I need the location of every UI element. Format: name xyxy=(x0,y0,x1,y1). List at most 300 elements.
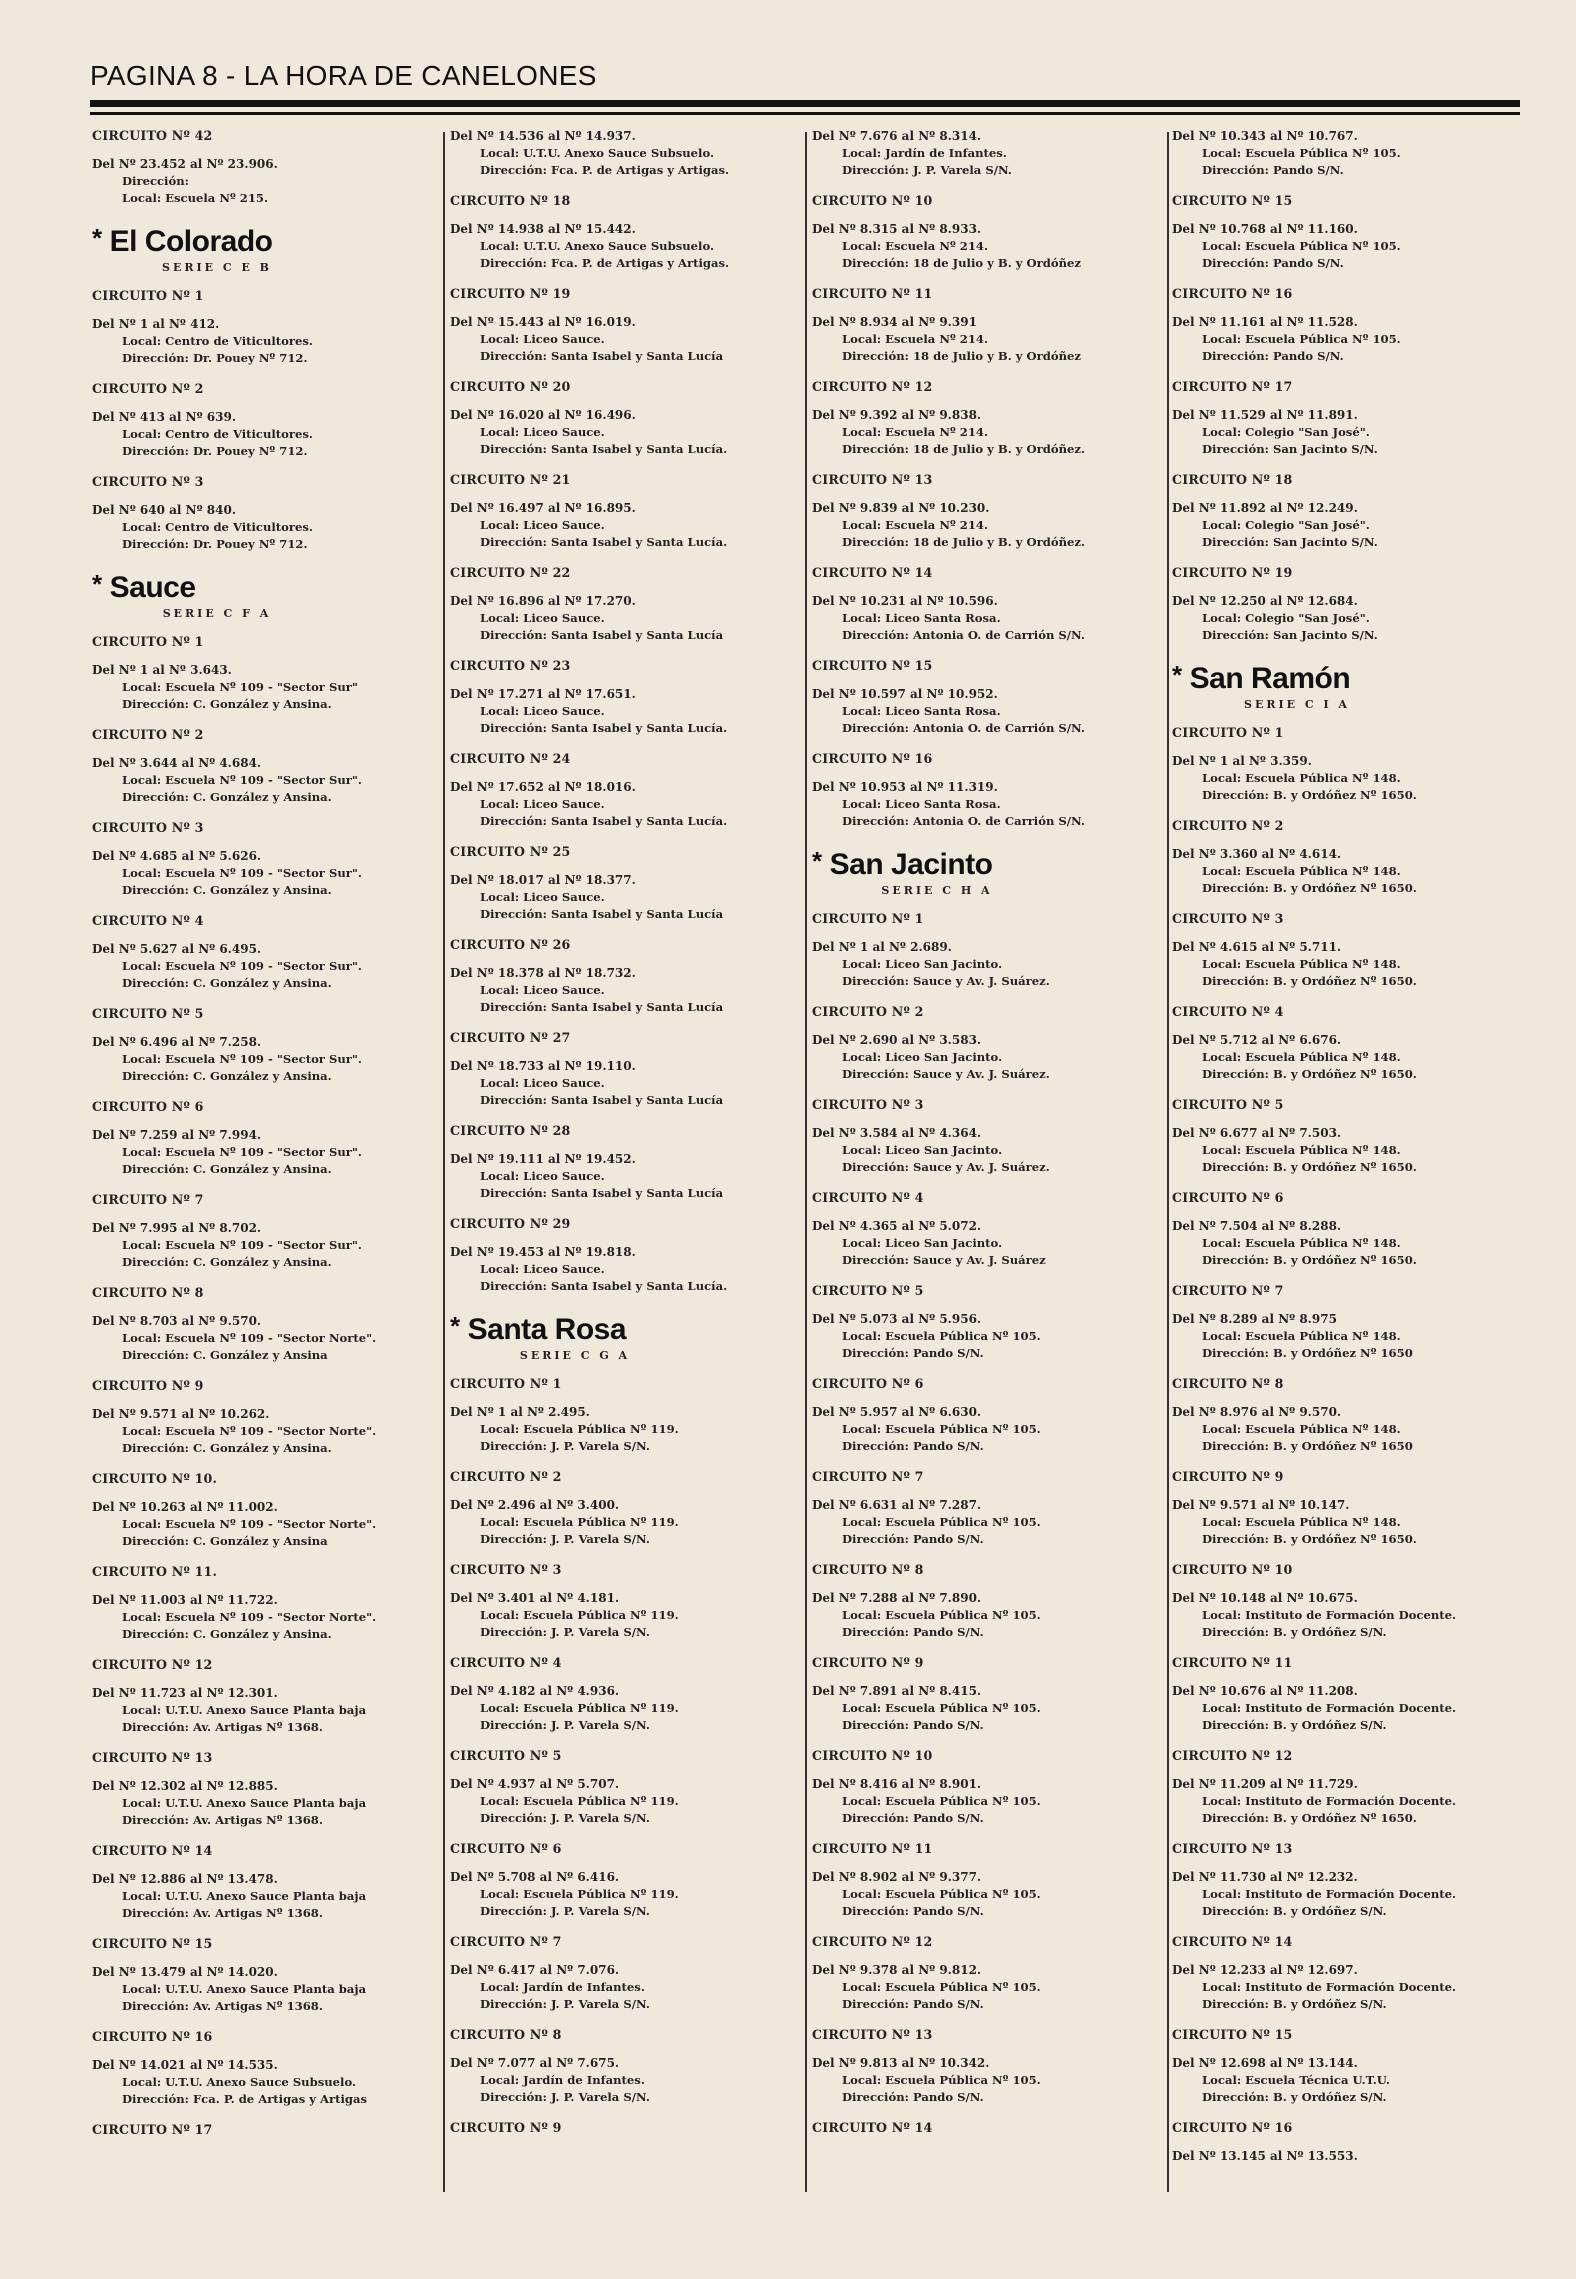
circuit-heading: CIRCUITO Nº 4 xyxy=(1172,1004,1284,1019)
circuit-range: Del Nº 4.365 al Nº 5.072. xyxy=(812,1219,982,1233)
serie-label: SERIE C H A xyxy=(881,884,993,897)
circuit-detail: Local: Escuela Nº 109 - "Sector Sur". xyxy=(122,1145,362,1159)
circuit-entry xyxy=(450,1404,780,1455)
circuit-heading: CIRCUITO Nº 25 xyxy=(450,844,571,859)
circuit-detail: Dirección: J. P. Varela S/N. xyxy=(480,1997,650,2011)
circuit-range: Del Nº 7.259 al Nº 7.994. xyxy=(92,1128,262,1142)
locality-heading xyxy=(92,567,422,605)
circuit-detail: Local: Liceo Sauce. xyxy=(480,797,605,811)
circuit-detail: Local: Jardín de Infantes. xyxy=(842,146,1007,160)
circuit-range: Del Nº 11.723 al Nº 12.301. xyxy=(92,1686,278,1700)
circuit-range: Del Nº 1 al Nº 2.689. xyxy=(812,940,952,954)
circuit-detail: Local: Escuela Pública Nº 148. xyxy=(1202,771,1401,785)
circuit-detail: Local: Escuela Pública Nº 148. xyxy=(1202,1422,1401,1436)
circuit-detail: Dirección: J. P. Varela S/N. xyxy=(480,1625,650,1639)
circuit-heading: CIRCUITO Nº 15 xyxy=(92,1936,213,1951)
circuit-detail: Local: Escuela Pública Nº 105. xyxy=(1202,146,1401,160)
circuit-range: Del Nº 11.730 al Nº 12.232. xyxy=(1172,1870,1358,1884)
circuit-detail: Dirección: C. González y Ansina. xyxy=(122,1627,332,1641)
circuit-heading: CIRCUITO Nº 11 xyxy=(812,286,933,301)
circuit-heading: CIRCUITO Nº 12 xyxy=(812,379,933,394)
header-rule xyxy=(90,100,1520,107)
circuit-heading: CIRCUITO Nº 13 xyxy=(1172,1841,1293,1856)
circuit-detail: Local: Liceo Santa Rosa. xyxy=(842,611,1001,625)
column-3 xyxy=(812,128,1142,2188)
asterisk-icon: * xyxy=(92,223,102,253)
circuit-heading: CIRCUITO Nº 11. xyxy=(92,1564,218,1579)
circuit-heading: CIRCUITO Nº 3 xyxy=(1172,911,1284,926)
circuit-detail: Local: Instituto de Formación Docente. xyxy=(1202,1608,1457,1622)
circuit-range: Del Nº 1 al Nº 412. xyxy=(92,317,220,331)
circuit-entry xyxy=(450,2055,780,2106)
circuit-range: Del Nº 10.953 al Nº 11.319. xyxy=(812,780,998,794)
circuit-heading: CIRCUITO Nº 5 xyxy=(92,1006,204,1021)
circuit-heading: CIRCUITO Nº 4 xyxy=(812,1190,924,1205)
circuit-detail: Dirección: Pando S/N. xyxy=(1202,349,1344,363)
circuit-entry xyxy=(92,1685,422,1736)
circuit-detail: Local: Escuela Pública Nº 105. xyxy=(842,1887,1041,1901)
circuit-detail: Dirección: 18 de Julio y B. y Ordóñez xyxy=(842,349,1081,363)
circuit-heading: CIRCUITO Nº 4 xyxy=(450,1655,562,1670)
circuit-detail: Dirección: Av. Artigas Nº 1368. xyxy=(122,1999,323,2013)
circuit-entry xyxy=(92,755,422,806)
circuit-detail: Dirección: Sauce y Av. J. Suárez. xyxy=(842,1067,1050,1081)
circuit-range: Del Nº 4.615 al Nº 5.711. xyxy=(1172,940,1342,954)
circuit-detail: Dirección: B. y Ordóñez S/N. xyxy=(1202,1625,1387,1639)
circuit-detail: Local: Escuela Pública Nº 119. xyxy=(480,1608,679,1622)
circuit-entry xyxy=(92,662,422,713)
circuit-range: Del Nº 3.584 al Nº 4.364. xyxy=(812,1126,982,1140)
circuit-range: Del Nº 18.378 al Nº 18.732. xyxy=(450,966,636,980)
circuit-detail: Dirección: C. González y Ansina. xyxy=(122,976,332,990)
circuit-range: Del Nº 413 al Nº 639. xyxy=(92,410,237,424)
circuit-range: Del Nº 12.233 al Nº 12.697. xyxy=(1172,1963,1358,1977)
circuit-detail: Local: Liceo Sauce. xyxy=(480,425,605,439)
circuit-detail: Local: Escuela Nº 214. xyxy=(842,425,989,439)
circuit-detail: Dirección: Antonia O. de Carrión S/N. xyxy=(842,814,1085,828)
circuit-range: Del Nº 8.289 al Nº 8.975 xyxy=(1172,1312,1337,1326)
circuit-entry xyxy=(1172,1869,1502,1920)
circuit-detail: Dirección: B. y Ordóñez Nº 1650. xyxy=(1202,1253,1417,1267)
circuit-detail: Dirección: xyxy=(122,174,189,188)
circuit-entry xyxy=(450,407,780,458)
circuit-detail: Dirección: Pando S/N. xyxy=(842,1997,984,2011)
circuit-heading: CIRCUITO Nº 9 xyxy=(812,1655,924,1670)
locality-name: San Jacinto xyxy=(829,848,993,881)
circuit-detail: Local: Escuela Pública Nº 119. xyxy=(480,1701,679,1715)
circuit-entry xyxy=(92,1778,422,1829)
asterisk-icon: * xyxy=(450,1311,460,1341)
circuit-entry xyxy=(812,1311,1142,1362)
circuit-entry xyxy=(450,872,780,923)
circuit-detail: Local: Escuela Pública Nº 105. xyxy=(1202,239,1401,253)
circuit-entry xyxy=(812,1218,1142,1269)
circuit-range: Del Nº 6.417 al Nº 7.076. xyxy=(450,1963,620,1977)
circuit-detail: Dirección: J. P. Varela S/N. xyxy=(480,1811,650,1825)
circuit-entry xyxy=(450,686,780,737)
circuit-heading: CIRCUITO Nº 1 xyxy=(812,911,924,926)
circuit-detail: Dirección: J. P. Varela S/N. xyxy=(480,1904,650,1918)
circuit-heading: CIRCUITO Nº 14 xyxy=(812,2120,933,2135)
circuit-detail: Dirección: Pando S/N. xyxy=(842,1346,984,1360)
circuit-entry xyxy=(812,686,1142,737)
circuit-detail: Dirección: C. González y Ansina. xyxy=(122,1162,332,1176)
circuit-detail: Local: Escuela Pública Nº 119. xyxy=(480,1515,679,1529)
circuit-detail: Local: Jardín de Infantes. xyxy=(480,1980,645,1994)
circuit-range: Del Nº 17.271 al Nº 17.651. xyxy=(450,687,636,701)
circuit-range: Del Nº 12.250 al Nº 12.684. xyxy=(1172,594,1358,608)
circuit-entry xyxy=(1172,1776,1502,1827)
circuit-range: Del Nº 18.733 al Nº 19.110. xyxy=(450,1059,636,1073)
circuit-range: Del Nº 5.708 al Nº 6.416. xyxy=(450,1870,620,1884)
circuit-detail: Local: Escuela Pública Nº 105. xyxy=(842,1515,1041,1529)
circuit-heading: CIRCUITO Nº 16 xyxy=(812,751,933,766)
circuit-detail: Local: Instituto de Formación Docente. xyxy=(1202,1701,1457,1715)
circuit-range: Del Nº 9.571 al Nº 10.262. xyxy=(92,1407,270,1421)
circuit-detail: Local: Escuela Pública Nº 105. xyxy=(842,1608,1041,1622)
circuit-detail: Local: Escuela Nº 109 - "Sector Norte". xyxy=(122,1331,377,1345)
circuit-entry xyxy=(1172,128,1502,179)
serie-label: SERIE C F A xyxy=(162,607,272,620)
circuit-detail: Dirección: Santa Isabel y Santa Lucía. xyxy=(480,442,728,456)
circuit-detail: Local: Escuela Nº 109 - "Sector Norte". xyxy=(122,1610,377,1624)
circuit-detail: Dirección: B. y Ordóñez Nº 1650. xyxy=(1202,881,1417,895)
circuit-entry xyxy=(1172,1590,1502,1641)
circuit-range: Del Nº 3.644 al Nº 4.684. xyxy=(92,756,262,770)
circuit-detail: Local: Escuela Pública Nº 148. xyxy=(1202,1143,1401,1157)
circuit-detail: Local: U.T.U. Anexo Sauce Planta baja xyxy=(122,1796,367,1810)
circuit-detail: Dirección: Dr. Pouey Nº 712. xyxy=(122,537,308,551)
circuit-heading: CIRCUITO Nº 42 xyxy=(92,128,213,143)
circuit-heading: CIRCUITO Nº 19 xyxy=(1172,565,1293,580)
circuit-range: Del Nº 8.315 al Nº 8.933. xyxy=(812,222,982,236)
circuit-heading: CIRCUITO Nº 10 xyxy=(1172,1562,1293,1577)
circuit-heading: CIRCUITO Nº 15 xyxy=(1172,2027,1293,2042)
circuit-detail: Local: Liceo Sauce. xyxy=(480,890,605,904)
circuit-detail: Dirección: Fca. P. de Artigas y Artigas. xyxy=(480,163,730,177)
column-1 xyxy=(92,128,422,2188)
circuit-detail: Dirección: C. González y Ansina xyxy=(122,1534,328,1548)
circuit-range: Del Nº 16.020 al Nº 16.496. xyxy=(450,408,636,422)
circuit-entry xyxy=(1172,846,1502,897)
circuit-range: Del Nº 4.685 al Nº 5.626. xyxy=(92,849,262,863)
circuit-heading: CIRCUITO Nº 8 xyxy=(1172,1376,1284,1391)
circuit-entry xyxy=(92,156,422,207)
circuit-entry xyxy=(1172,500,1502,551)
circuit-heading: CIRCUITO Nº 2 xyxy=(812,1004,924,1019)
circuit-detail: Local: Jardín de Infantes. xyxy=(480,2073,645,2087)
circuit-entry xyxy=(1172,1404,1502,1455)
circuit-detail: Dirección: Pando S/N. xyxy=(1202,163,1344,177)
circuit-range: Del Nº 2.496 al Nº 3.400. xyxy=(450,1498,620,1512)
circuit-entry xyxy=(812,500,1142,551)
page-title: PAGINA 8 - LA HORA DE CANELONES xyxy=(90,60,597,91)
circuit-heading: CIRCUITO Nº 3 xyxy=(450,1562,562,1577)
circuit-detail: Dirección: Santa Isabel y Santa Lucía xyxy=(480,1186,724,1200)
circuit-entry xyxy=(812,1404,1142,1455)
circuit-range: Del Nº 1 al Nº 2.495. xyxy=(450,1405,590,1419)
locality-heading xyxy=(1172,658,1502,696)
circuit-detail: Local: Centro de Viticultores. xyxy=(122,334,313,348)
circuit-detail: Dirección: Av. Artigas Nº 1368. xyxy=(122,1813,323,1827)
column-2 xyxy=(450,128,780,2188)
circuit-range: Del Nº 1 al Nº 3.643. xyxy=(92,663,232,677)
circuit-detail: Local: Escuela Pública Nº 119. xyxy=(480,1794,679,1808)
circuit-entry xyxy=(1172,753,1502,804)
circuit-detail: Dirección: Santa Isabel y Santa Lucía xyxy=(480,349,724,363)
circuit-detail: Dirección: Santa Isabel y Santa Lucía. xyxy=(480,721,728,735)
circuit-entry xyxy=(450,779,780,830)
circuit-detail: Dirección: J. P. Varela S/N. xyxy=(480,1439,650,1453)
circuit-range: Del Nº 7.891 al Nº 8.415. xyxy=(812,1684,982,1698)
circuit-detail: Local: Centro de Viticultores. xyxy=(122,520,313,534)
circuit-detail: Local: Escuela Pública Nº 148. xyxy=(1202,1050,1401,1064)
circuit-detail: Local: Escuela Nº 109 - "Sector Sur". xyxy=(122,773,362,787)
circuit-entry xyxy=(812,1032,1142,1083)
circuit-detail: Local: Centro de Viticultores. xyxy=(122,427,313,441)
circuit-entry xyxy=(450,1776,780,1827)
circuit-range: Del Nº 14.021 al Nº 14.535. xyxy=(92,2058,278,2072)
circuit-heading: CIRCUITO Nº 6 xyxy=(450,1841,562,1856)
circuit-range: Del Nº 9.571 al Nº 10.147. xyxy=(1172,1498,1350,1512)
circuit-detail: Dirección: J. P. Varela S/N. xyxy=(842,163,1012,177)
circuit-range: Del Nº 5.627 al Nº 6.495. xyxy=(92,942,262,956)
circuit-detail: Dirección: Sauce y Av. J. Suárez xyxy=(842,1253,1046,1267)
circuit-detail: Local: U.T.U. Anexo Sauce Planta baja xyxy=(122,1889,367,1903)
circuit-range: Del Nº 11.892 al Nº 12.249. xyxy=(1172,501,1358,515)
circuit-entry xyxy=(812,1962,1142,2013)
locality-name: Santa Rosa xyxy=(467,1313,627,1346)
circuit-heading: CIRCUITO Nº 10 xyxy=(812,1748,933,1763)
circuit-range: Del Nº 16.497 al Nº 16.895. xyxy=(450,501,636,515)
serie-label: SERIE C E B xyxy=(162,261,272,274)
circuit-detail: Dirección: Dr. Pouey Nº 712. xyxy=(122,351,308,365)
circuit-range: Del Nº 19.453 al Nº 19.818. xyxy=(450,1245,636,1259)
circuit-heading: CIRCUITO Nº 6 xyxy=(1172,1190,1284,1205)
circuit-range: Del Nº 7.676 al Nº 8.314. xyxy=(812,129,982,143)
circuit-detail: Dirección: J. P. Varela S/N. xyxy=(480,1532,650,1546)
column-divider xyxy=(443,132,445,2192)
circuit-range: Del Nº 13.145 al Nº 13.553. xyxy=(1172,2149,1358,2163)
circuit-heading: CIRCUITO Nº 1 xyxy=(1172,725,1284,740)
circuit-detail: Dirección: San Jacinto S/N. xyxy=(1202,628,1378,642)
circuit-range: Del Nº 8.703 al Nº 9.570. xyxy=(92,1314,262,1328)
circuit-entry xyxy=(1172,1962,1502,2013)
locality-name: Sauce xyxy=(109,571,196,604)
circuit-detail: Local: Escuela Nº 109 - "Sector Sur". xyxy=(122,959,362,973)
circuit-detail: Local: Liceo Sauce. xyxy=(480,983,605,997)
circuit-entry xyxy=(450,1151,780,1202)
circuit-heading: CIRCUITO Nº 19 xyxy=(450,286,571,301)
circuit-range: Del Nº 12.698 al Nº 13.144. xyxy=(1172,2056,1358,2070)
circuit-heading: CIRCUITO Nº 7 xyxy=(1172,1283,1284,1298)
circuit-entry xyxy=(92,941,422,992)
circuit-range: Del Nº 8.934 al Nº 9.391 xyxy=(812,315,977,329)
circuit-range: Del Nº 8.976 al Nº 9.570. xyxy=(1172,1405,1342,1419)
circuit-detail: Dirección: Pando S/N. xyxy=(842,1811,984,1825)
circuit-detail: Dirección: Santa Isabel y Santa Lucía. xyxy=(480,535,728,549)
circuit-range: Del Nº 640 al Nº 840. xyxy=(92,503,237,517)
header-rule-thin xyxy=(90,112,1520,115)
circuit-heading: CIRCUITO Nº 8 xyxy=(450,2027,562,2042)
circuit-detail: Local: Escuela Nº 214. xyxy=(842,239,989,253)
circuit-detail: Dirección: J. P. Varela S/N. xyxy=(480,1718,650,1732)
circuit-detail: Local: Escuela Nº 109 - "Sector Sur" xyxy=(122,680,358,694)
column-4 xyxy=(1172,128,1502,2188)
circuit-detail: Dirección: C. González y Ansina. xyxy=(122,790,332,804)
circuit-heading: CIRCUITO Nº 7 xyxy=(92,1192,204,1207)
circuit-range: Del Nº 5.957 al Nº 6.630. xyxy=(812,1405,982,1419)
circuit-heading: CIRCUITO Nº 12 xyxy=(92,1657,213,1672)
circuit-detail: Local: Liceo Sauce. xyxy=(480,332,605,346)
circuit-detail: Local: Escuela Nº 109 - "Sector Sur". xyxy=(122,1238,362,1252)
circuit-heading: CIRCUITO Nº 21 xyxy=(450,472,571,487)
circuit-entry xyxy=(92,2057,422,2108)
circuit-entry xyxy=(812,1590,1142,1641)
circuit-detail: Local: Escuela Pública Nº 105. xyxy=(842,1794,1041,1808)
circuit-range: Del Nº 14.536 al Nº 14.937. xyxy=(450,129,636,143)
circuit-range: Del Nº 3.360 al Nº 4.614. xyxy=(1172,847,1342,861)
circuit-detail: Local: Escuela Técnica U.T.U. xyxy=(1202,2073,1390,2087)
circuit-heading: CIRCUITO Nº 29 xyxy=(450,1216,571,1231)
circuit-detail: Local: Colegio "San José". xyxy=(1202,425,1370,439)
circuit-heading: CIRCUITO Nº 2 xyxy=(1172,818,1284,833)
circuit-entry xyxy=(812,221,1142,272)
circuit-entry xyxy=(812,2055,1142,2106)
circuit-heading: CIRCUITO Nº 1 xyxy=(92,288,204,303)
circuit-heading: CIRCUITO Nº 22 xyxy=(450,565,571,580)
circuit-detail: Local: Escuela Pública Nº 148. xyxy=(1202,1236,1401,1250)
circuit-range: Del Nº 16.896 al Nº 17.270. xyxy=(450,594,636,608)
asterisk-icon: * xyxy=(92,569,102,599)
locality-heading xyxy=(92,221,422,259)
circuit-entry xyxy=(92,1871,422,1922)
locality-name: El Colorado xyxy=(109,225,273,258)
circuit-detail: Local: Escuela Pública Nº 105. xyxy=(842,1329,1041,1343)
circuit-range: Del Nº 7.077 al Nº 7.675. xyxy=(450,2056,620,2070)
circuit-detail: Dirección: B. y Ordóñez S/N. xyxy=(1202,1904,1387,1918)
circuit-heading: CIRCUITO Nº 27 xyxy=(450,1030,571,1045)
circuit-entry xyxy=(92,1499,422,1550)
circuit-entry xyxy=(1172,407,1502,458)
circuit-entry xyxy=(450,1058,780,1109)
circuit-range: Del Nº 6.496 al Nº 7.258. xyxy=(92,1035,262,1049)
circuit-detail: Dirección: B. y Ordóñez S/N. xyxy=(1202,1718,1387,1732)
circuit-detail: Dirección: C. González y Ansina. xyxy=(122,1255,332,1269)
circuit-entry xyxy=(450,1590,780,1641)
circuit-heading: CIRCUITO Nº 14 xyxy=(812,565,933,580)
circuit-detail: Local: Escuela Pública Nº 148. xyxy=(1202,957,1401,971)
circuit-entry xyxy=(450,1683,780,1734)
circuit-heading: CIRCUITO Nº 1 xyxy=(92,634,204,649)
circuit-range: Del Nº 9.392 al Nº 9.838. xyxy=(812,408,982,422)
circuit-detail: Local: Escuela Pública Nº 119. xyxy=(480,1887,679,1901)
circuit-range: Del Nº 2.690 al Nº 3.583. xyxy=(812,1033,982,1047)
circuit-entry xyxy=(812,939,1142,990)
circuit-detail: Local: U.T.U. Anexo Sauce Subsuelo. xyxy=(122,2075,357,2089)
serie-label: SERIE C G A xyxy=(519,1349,631,1362)
circuit-detail: Local: Escuela Pública Nº 148. xyxy=(1202,1329,1401,1343)
circuit-heading: CIRCUITO Nº 11 xyxy=(1172,1655,1293,1670)
circuit-range: Del Nº 19.111 al Nº 19.452. xyxy=(450,1152,636,1166)
circuit-heading: CIRCUITO Nº 16 xyxy=(92,2029,213,2044)
circuit-detail: Local: Escuela Pública Nº 148. xyxy=(1202,864,1401,878)
circuit-range: Del Nº 9.839 al Nº 10.230. xyxy=(812,501,990,515)
circuit-detail: Local: Escuela Pública Nº 105. xyxy=(842,1701,1041,1715)
circuit-detail: Local: Liceo Sauce. xyxy=(480,1262,605,1276)
circuit-entry xyxy=(812,1125,1142,1176)
circuit-entry xyxy=(1172,1497,1502,1548)
circuit-detail: Local: Instituto de Formación Docente. xyxy=(1202,1887,1457,1901)
circuit-detail: Dirección: Pando S/N. xyxy=(842,1904,984,1918)
locality-name: San Ramón xyxy=(1189,662,1351,695)
circuit-heading: CIRCUITO Nº 9 xyxy=(1172,1469,1284,1484)
circuit-detail: Dirección: Fca. P. de Artigas y Artigas. xyxy=(480,256,730,270)
page-header xyxy=(90,60,1520,120)
circuit-detail: Dirección: Av. Artigas Nº 1368. xyxy=(122,1906,323,1920)
circuit-detail: Dirección: C. González y Ansina. xyxy=(122,1069,332,1083)
circuit-detail: Local: Escuela Pública Nº 119. xyxy=(480,1422,679,1436)
circuit-heading: CIRCUITO Nº 6 xyxy=(92,1099,204,1114)
circuit-entry xyxy=(812,128,1142,179)
circuit-heading: CIRCUITO Nº 23 xyxy=(450,658,571,673)
circuit-range: Del Nº 7.995 al Nº 8.702. xyxy=(92,1221,262,1235)
circuit-heading: CIRCUITO Nº 7 xyxy=(812,1469,924,1484)
circuit-detail: Dirección: B. y Ordóñez Nº 1650. xyxy=(1202,788,1417,802)
column-divider xyxy=(1167,132,1169,2192)
circuit-heading: CIRCUITO Nº 9 xyxy=(92,1378,204,1393)
circuit-detail: Dirección: B. y Ordóñez Nº 1650 xyxy=(1202,1439,1413,1453)
circuit-entry xyxy=(812,1683,1142,1734)
circuit-entry xyxy=(92,316,422,367)
circuit-detail: Dirección: C. González y Ansina. xyxy=(122,883,332,897)
circuit-heading: CIRCUITO Nº 14 xyxy=(1172,1934,1293,1949)
circuit-heading: CIRCUITO Nº 5 xyxy=(812,1283,924,1298)
circuit-range: Del Nº 10.231 al Nº 10.596. xyxy=(812,594,998,608)
circuit-heading: CIRCUITO Nº 28 xyxy=(450,1123,571,1138)
circuit-heading: CIRCUITO Nº 13 xyxy=(812,472,933,487)
circuit-entry xyxy=(1172,2055,1502,2106)
circuit-entry xyxy=(450,500,780,551)
circuit-heading: CIRCUITO Nº 9 xyxy=(450,2120,562,2135)
circuit-detail: Local: U.T.U. Anexo Sauce Subsuelo. xyxy=(480,146,715,160)
circuit-range: Del Nº 4.937 al Nº 5.707. xyxy=(450,1777,620,1791)
circuit-heading: CIRCUITO Nº 2 xyxy=(450,1469,562,1484)
circuit-entry xyxy=(92,1592,422,1643)
circuit-detail: Dirección: Santa Isabel y Santa Lucía xyxy=(480,907,724,921)
circuit-range: Del Nº 6.677 al Nº 7.503. xyxy=(1172,1126,1342,1140)
circuit-range: Del Nº 23.452 al Nº 23.906. xyxy=(92,157,278,171)
circuit-range: Del Nº 18.017 al Nº 18.377. xyxy=(450,873,636,887)
circuit-range: Del Nº 10.597 al Nº 10.952. xyxy=(812,687,998,701)
circuit-entry xyxy=(450,1962,780,2013)
circuit-heading: CIRCUITO Nº 13 xyxy=(92,1750,213,1765)
circuit-range: Del Nº 11.209 al Nº 11.729. xyxy=(1172,1777,1358,1791)
circuit-entry xyxy=(1172,1125,1502,1176)
circuit-detail: Dirección: B. y Ordóñez S/N. xyxy=(1202,1997,1387,2011)
circuit-heading: CIRCUITO Nº 10 xyxy=(812,193,933,208)
circuit-detail: Dirección: B. y Ordóñez Nº 1650. xyxy=(1202,1532,1417,1546)
circuit-range: Del Nº 10.676 al Nº 11.208. xyxy=(1172,1684,1358,1698)
circuit-entry xyxy=(450,1869,780,1920)
circuit-range: Del Nº 3.401 al Nº 4.181. xyxy=(450,1591,620,1605)
circuit-detail: Local: Liceo Sauce. xyxy=(480,611,605,625)
circuit-range: Del Nº 8.902 al Nº 9.377. xyxy=(812,1870,982,1884)
circuit-entry xyxy=(1172,1311,1502,1362)
circuit-range: Del Nº 5.073 al Nº 5.956. xyxy=(812,1312,982,1326)
circuit-heading: CIRCUITO Nº 3 xyxy=(92,474,204,489)
circuit-entry xyxy=(92,1406,422,1457)
